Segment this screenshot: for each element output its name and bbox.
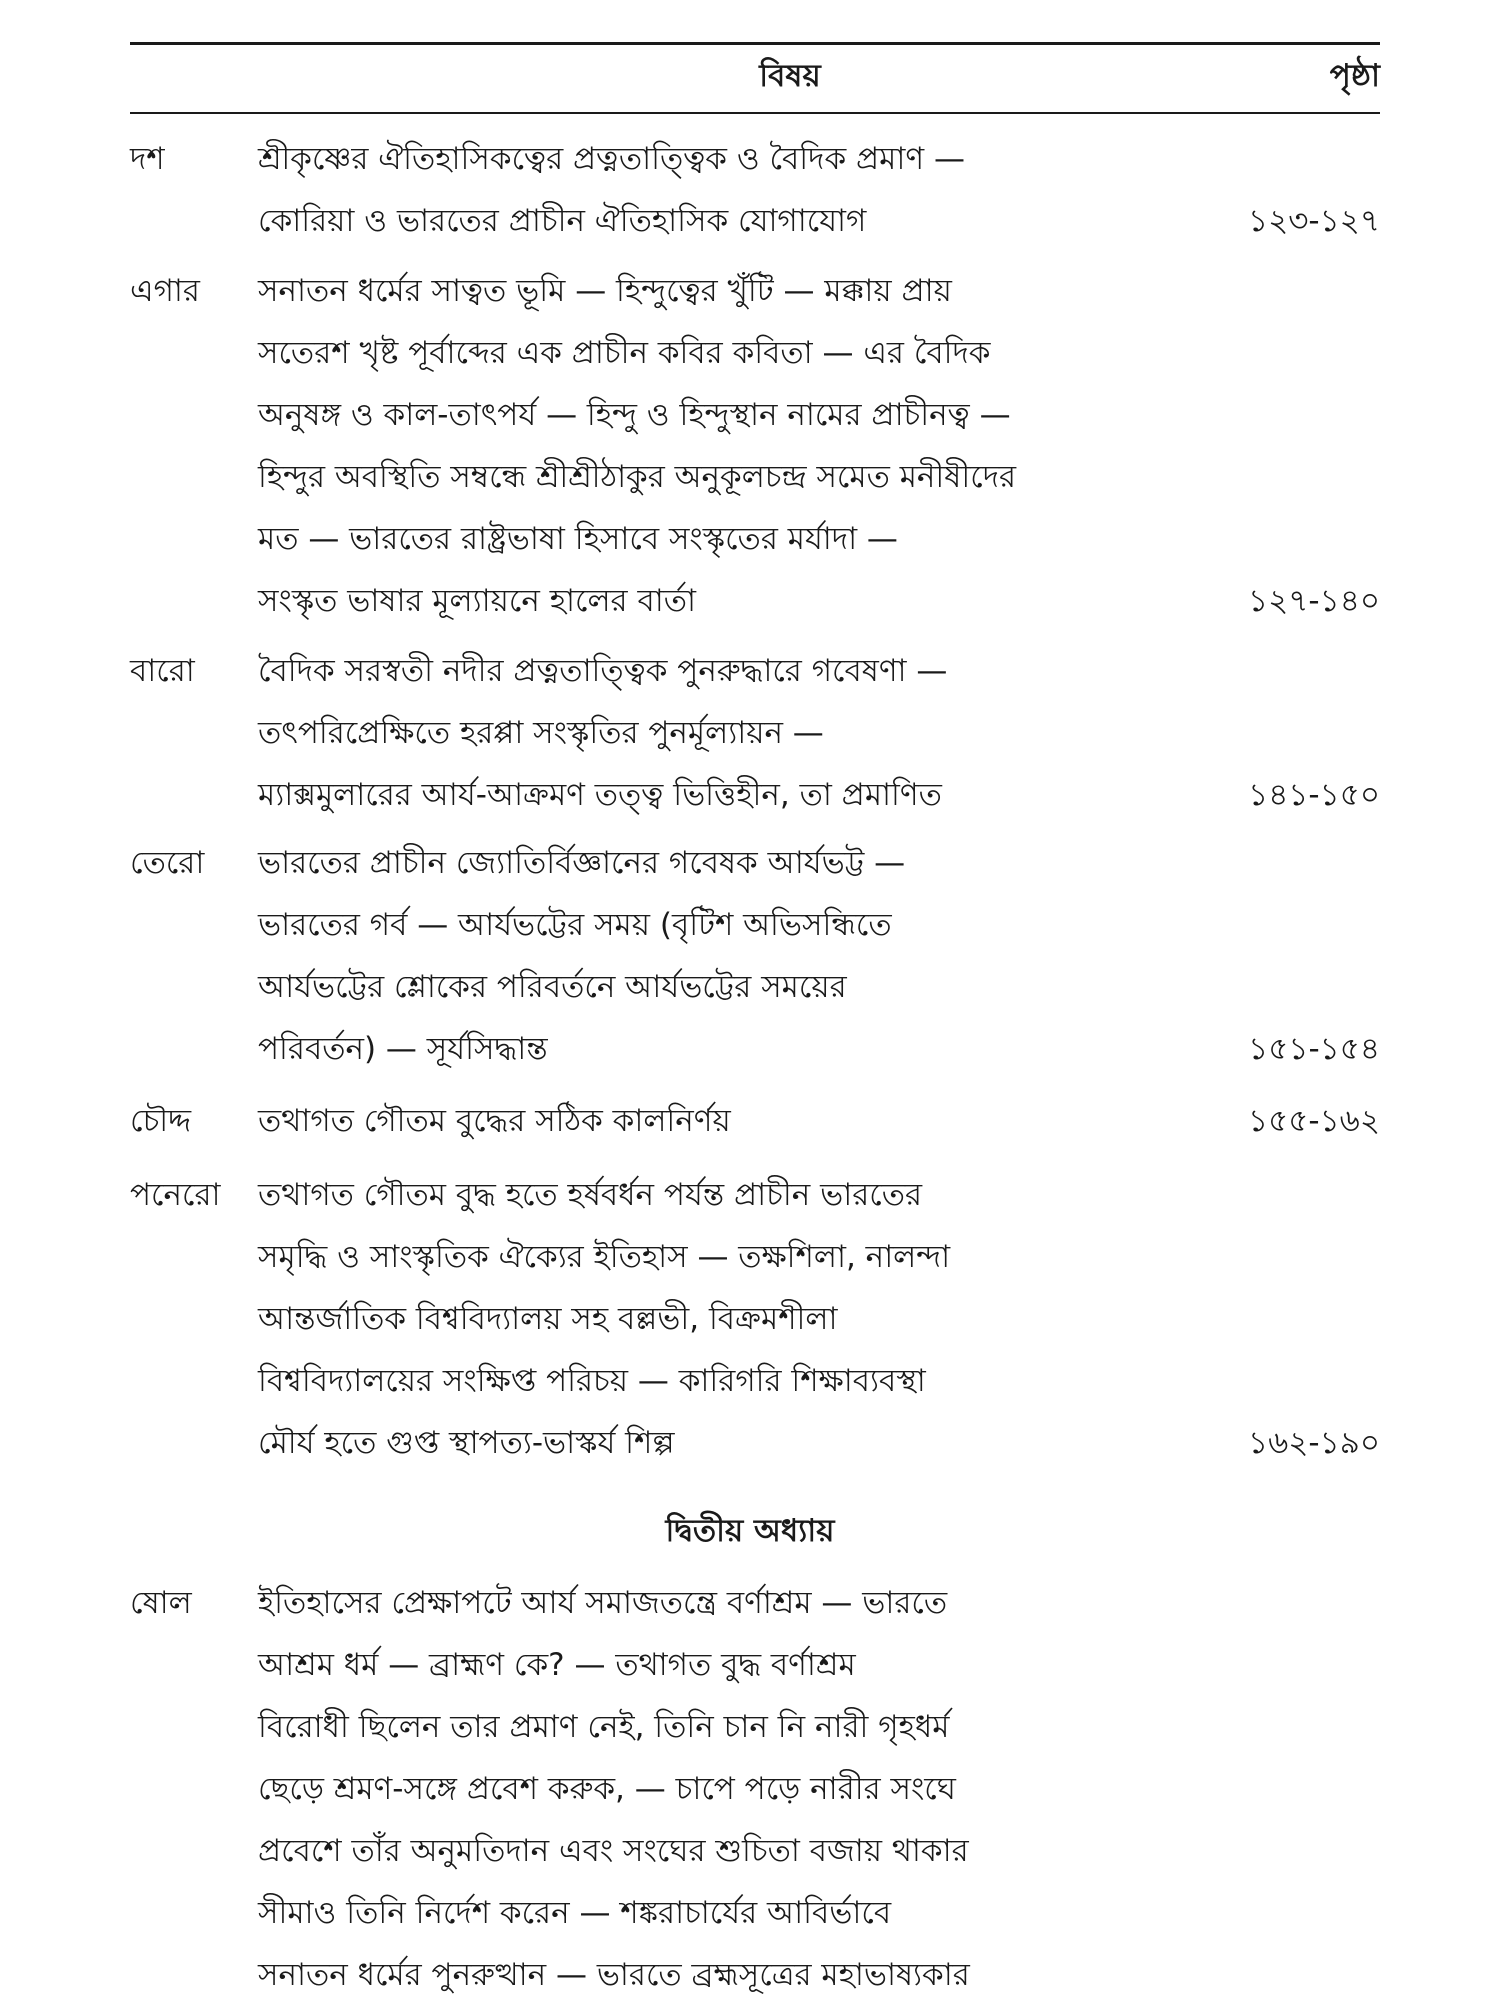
header-topic-label: বিষয়: [759, 58, 821, 94]
entry-line: সীমাও তিনি নির্দেশ করেন — শঙ্করাচার্যের আবির্ভাবে: [258, 1895, 892, 1931]
entry-description: [258, 260, 1258, 632]
entry-page-range: ১৫৫-১৬২: [1248, 1103, 1380, 1139]
entry-number: তেরো: [130, 845, 205, 881]
header-top-rule: [130, 42, 1380, 45]
entry-line: অনুষঙ্গ ও কাল-তাৎপর্য — হিন্দু ও হিন্দুস্থান নামের প্রাচীনত্ব —: [258, 397, 1011, 433]
entry-number: দশ: [130, 141, 165, 177]
entry-line: ভারতের প্রাচীন জ্যোতির্বিজ্ঞানের গবেষক আর্যভট্ট —: [258, 845, 906, 881]
entry-line: ম্যাক্সমুলারের আর্য-আক্রমণ তত্ত্ব ভিত্তিহীন, তা প্রমাণিত: [258, 777, 942, 813]
entry-line: আর্যভট্টের শ্লোকের পরিবর্তনে আর্যভট্টের সময়ের: [258, 969, 847, 1005]
entry-description: [258, 640, 1258, 826]
entry-description: [258, 1164, 1258, 1474]
entry-line: হিন্দুর অবস্থিতি সম্বন্ধে শ্রীশ্রীঠাকুর অনুকূলচন্দ্র সমেত মনীষীদের: [258, 459, 1017, 495]
entry-line: সতেরশ খৃষ্ট পূর্বাব্দের এক প্রাচীন কবির কবিতা — এর বৈদিক: [258, 335, 991, 371]
entry-line: বিরোধী ছিলেন তার প্রমাণ নেই, তিনি চান নি নারী গৃহধর্ম: [258, 1709, 950, 1745]
entry-line: সনাতন ধর্মের সাত্বত ভূমি — হিন্দুত্বের খুঁটি — মক্কায় প্রায়: [258, 273, 952, 309]
entry-description: [258, 128, 1258, 252]
entry-number: ষোল: [130, 1585, 192, 1621]
entry-line: তৎপরিপ্রেক্ষিতে হরপ্পা সংস্কৃতির পুনর্মূল্যায়ন —: [258, 715, 824, 751]
entry-line: প্রবেশে তাঁর অনুমতিদান এবং সংঘের শুচিতা বজায় থাকার: [258, 1833, 969, 1869]
entry-description: [258, 832, 1258, 1080]
entry-line: শ্রীকৃষ্ণের ঐতিহাসিকত্বের প্রত্নতাত্ত্বিক ও বৈদিক প্রমাণ —: [258, 141, 965, 177]
entry-description: [258, 1572, 1258, 2006]
entry-page-range: ১৫১-১৫৪: [1248, 1031, 1380, 1067]
entry-number: পনেরো: [130, 1177, 221, 1213]
entry-line: তথাগত গৌতম বুদ্ধ হতে হর্ষবর্ধন পর্যন্ত প্রাচীন ভারতের: [258, 1177, 923, 1213]
entry-number: চৌদ্দ: [130, 1103, 192, 1139]
section-title: দ্বিতীয় অধ্যায়: [665, 1513, 835, 1549]
entry-line: মত — ভারতের রাষ্ট্রভাষা হিসাবে সংস্কৃতের মর্যাদা —: [258, 521, 898, 557]
entry-line: তথাগত গৌতম বুদ্ধের সঠিক কালনির্ণয়: [258, 1103, 731, 1139]
entry-page-range: ১৪১-১৫০: [1248, 777, 1380, 813]
header-bottom-rule: [130, 112, 1380, 114]
entry-line: কোরিয়া ও ভারতের প্রাচীন ঐতিহাসিক যোগাযোগ: [258, 203, 867, 239]
entry-line: পরিবর্তন) — সূর্যসিদ্ধান্ত: [258, 1031, 548, 1067]
header-page-label: পৃষ্ঠা: [1329, 58, 1380, 94]
entry-number: বারো: [130, 653, 195, 689]
entry-line: ছেড়ে শ্রমণ-সঙ্গে প্রবেশ করুক, — চাপে পড়ে নারীর সংঘে: [258, 1771, 956, 1807]
entry-page-range: ১২৭-১৪০: [1247, 583, 1380, 619]
entry-line: ভারতের গর্ব — আর্যভট্টের সময় (বৃটিশ অভিসন্ধিতে: [258, 907, 892, 943]
entry-description: [258, 1090, 1258, 1152]
entry-line: সমৃদ্ধি ও সাংস্কৃতিক ঐক্যের ইতিহাস — তক্ষশিলা, নালন্দা: [258, 1239, 951, 1275]
entry-number: এগার: [130, 273, 200, 309]
entry-line: আন্তর্জাতিক বিশ্ববিদ্যালয় সহ বল্লভী, বিক্রমশীলা: [258, 1301, 838, 1337]
entry-line: বৈদিক সরস্বতী নদীর প্রত্নতাত্ত্বিক পুনরুদ্ধারে গবেষণা —: [258, 653, 948, 689]
entry-line: সংস্কৃত ভাষার মূল্যায়নে হালের বার্তা: [258, 583, 696, 619]
entry-page-range: ১২৩-১২৭: [1247, 203, 1380, 239]
entry-line: ইতিহাসের প্রেক্ষাপটে আর্য সমাজতন্ত্রে বর্ণাশ্রম — ভারতে: [258, 1585, 948, 1621]
entry-page-range: ১৬২-১৯০: [1247, 1425, 1380, 1461]
entry-line: আশ্রম ধর্ম — ব্রাহ্মণ কে? — তথাগত বুদ্ধ বর্ণাশ্রম: [258, 1647, 856, 1683]
entry-line: সনাতন ধর্মের পুনরুত্থান — ভারতে ব্রহ্মসূত্রের মহাভাষ্যকার: [258, 1957, 970, 1993]
entry-line: মৌর্য হতে গুপ্ত স্থাপত্য-ভাস্কর্য শিল্প: [258, 1425, 675, 1461]
entry-line: বিশ্ববিদ্যালয়ের সংক্ষিপ্ত পরিচয় — কারিগরি শিক্ষাব্যবস্থা: [258, 1363, 926, 1399]
